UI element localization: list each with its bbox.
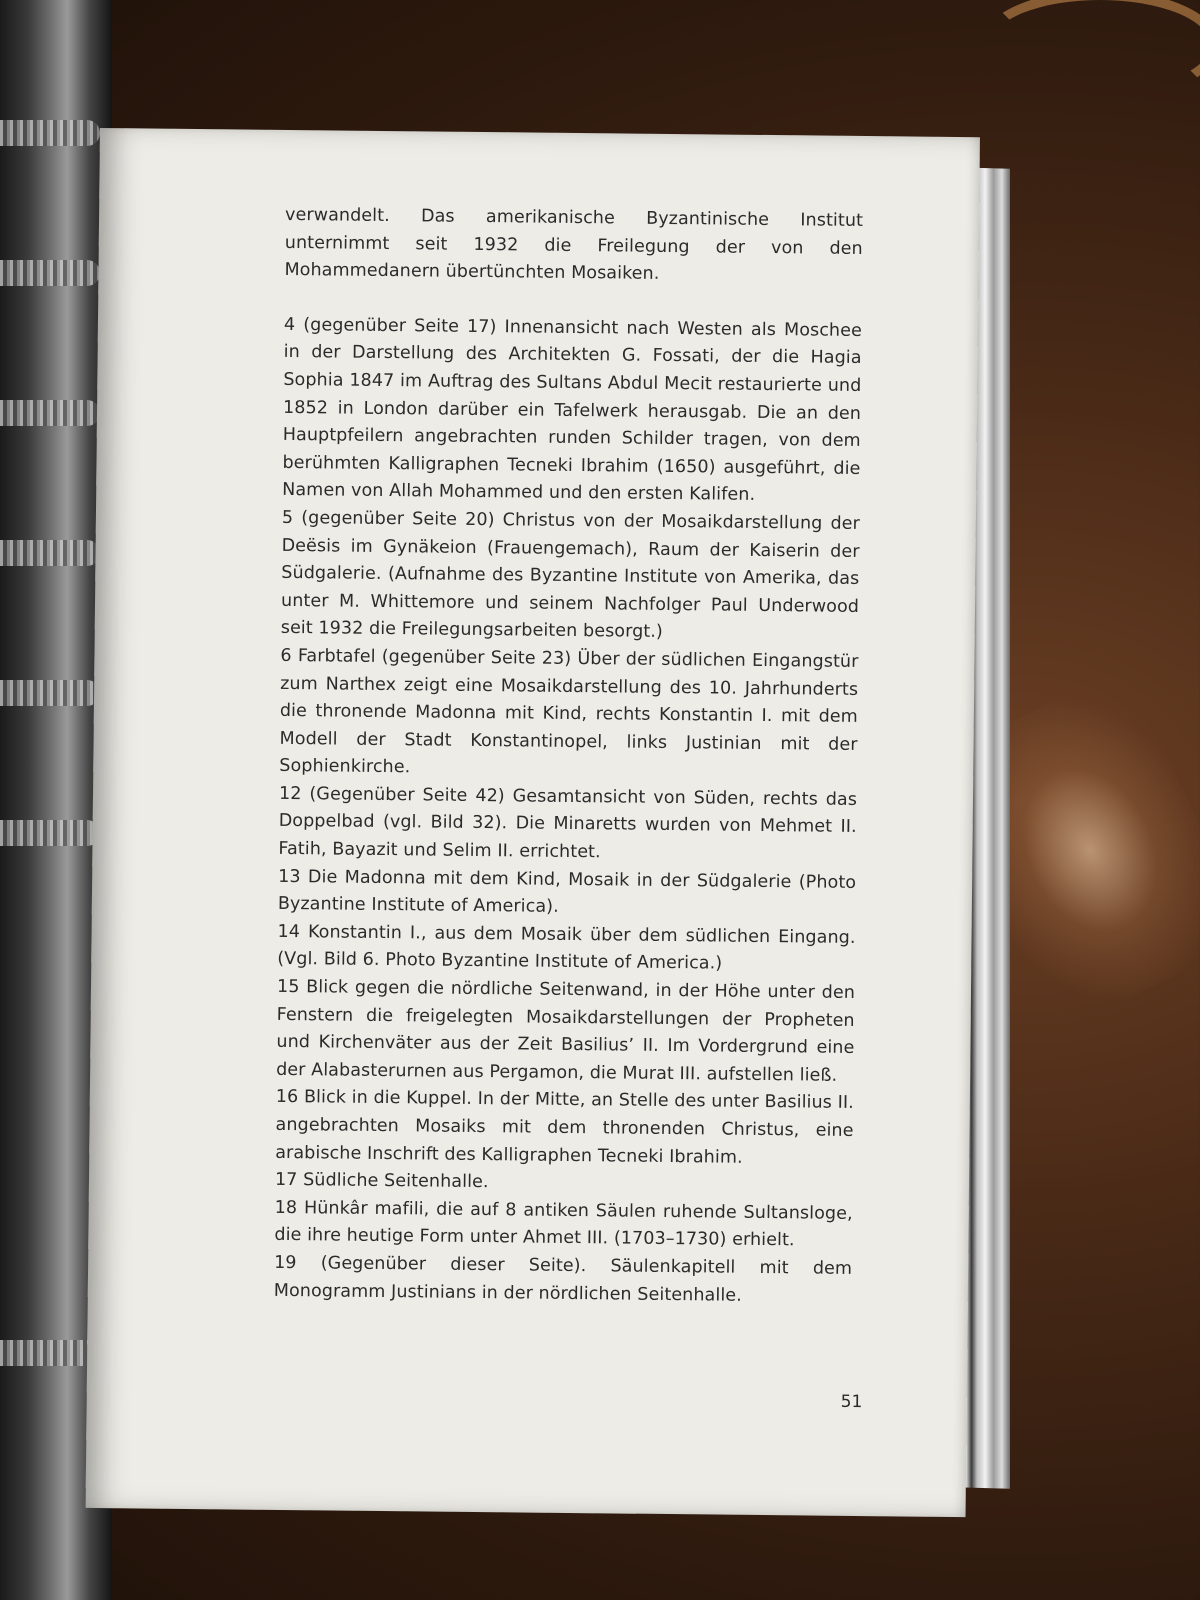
caption-entry: 4 (gegenüber Seite 17) Innenansicht nach Westen als Moschee in der Darstellung des Architekten G. Fossati, der die Hagia Sophia 1847 im Auftrag des Sultans Abdul Mecit restaurierte und 1852 in London darüber ein Tafelwerk herausgab. Die an den Hauptpfeilern angebrachten runden Schilder tragen, von dem berühmten Kalligraphen Tecneki Ibrahim (1650) ausgeführt, die Namen von Allah Mohammed und den ersten Kalifen. [282, 314, 863, 506]
intro-paragraph: verwandelt. Das amerikanische Byzantinische Institut unternimmt seit 1932 die Freilegung der von den Mohammedanern übertünchten Mosaiken. [284, 204, 864, 285]
book-page [86, 128, 980, 1517]
column-ornament [0, 820, 100, 846]
caption-text-block [274, 202, 864, 1311]
column-ornament [0, 1340, 100, 1366]
caption-entry: 16 Blick in die Kuppel. In der Mitte, an Stelle des unter Basilius II. angebrachten Mosaiks mit dem thronenden Christus, eine arabische Inschrift des Kalligraphen Tecneki Ibrahim. [275, 1087, 854, 1168]
caption-entry: 13 Die Madonna mit dem Kind, Mosaik in der Südgalerie (Photo Byzantine Institute of America). [277, 866, 857, 918]
page-number: 51 [840, 1391, 863, 1413]
caption-entry: 5 (gegenüber Seite 20) Christus von der Mosaikdarstellung der Deësis im Gynäkeion (Frauengemach), Raum der Kaiserin der Südgalerie. (Aufnahme des Byzantine Institute von Amerika, das unter M. Whittemore und seinem Nachfolger Paul Underwood seit 1932 die Freilegungsarbeiten besorgt.) [280, 507, 861, 643]
wood-inlay-ornament [980, 0, 1200, 100]
caption-entry: 19 (Gegenüber dieser Seite). Säulenkapitell mit dem Monogramm Justinians in der nördlichen Seitenhalle. [273, 1252, 853, 1306]
column-ornament [0, 400, 100, 426]
caption-entry: 15 Blick gegen die nördliche Seitenwand, in der Höhe unter den Fenstern die freigelegten Mosaikdarstellungen der Propheten und Kirchenväter aus der Zeit Basilius’ II. Im Vordergrund eine der Alabasterurnen aus Pergamon, die Murat III. aufstellen ließ. [276, 976, 856, 1086]
column-ornament [0, 120, 100, 146]
caption-entry: 6 Farbtafel (gegenüber Seite 23) Über der südlichen Eingangstür zum Narthex zeigt eine Mosaikdarstellung des 10. Jahrhunderts die thronende Madonna mit Kind, rechts Konstantin I. mit dem Modell der Stadt Konstantinopel, links Justinian mit der Sophienkirche. [279, 645, 859, 778]
column-ornament [0, 680, 100, 706]
caption-entry: 12 (Gegenüber Seite 42) Gesamtansicht von Süden, rechts das Doppelbad (vgl. Bild 32). Die Minaretts wurden von Mehmet II. Fatih, Bayazit und Selim II. errichtet. [278, 783, 858, 863]
caption-entry: 18 Hünkâr mafili, die auf 8 antiken Säulen ruhende Sultansloge, die ihre heutige Form unter Ahmet III. (1703–1730) erhielt. [274, 1197, 853, 1251]
column-ornament [0, 540, 100, 566]
caption-entry: 14 Konstantin I., aus dem Mosaik über dem südlichen Eingang. (Vgl. Bild 6. Photo Byzantine Institute of America.) [277, 921, 856, 974]
caption-entry: 17 Südliche Seitenhalle. [274, 1170, 489, 1193]
column-ornament [0, 260, 100, 286]
